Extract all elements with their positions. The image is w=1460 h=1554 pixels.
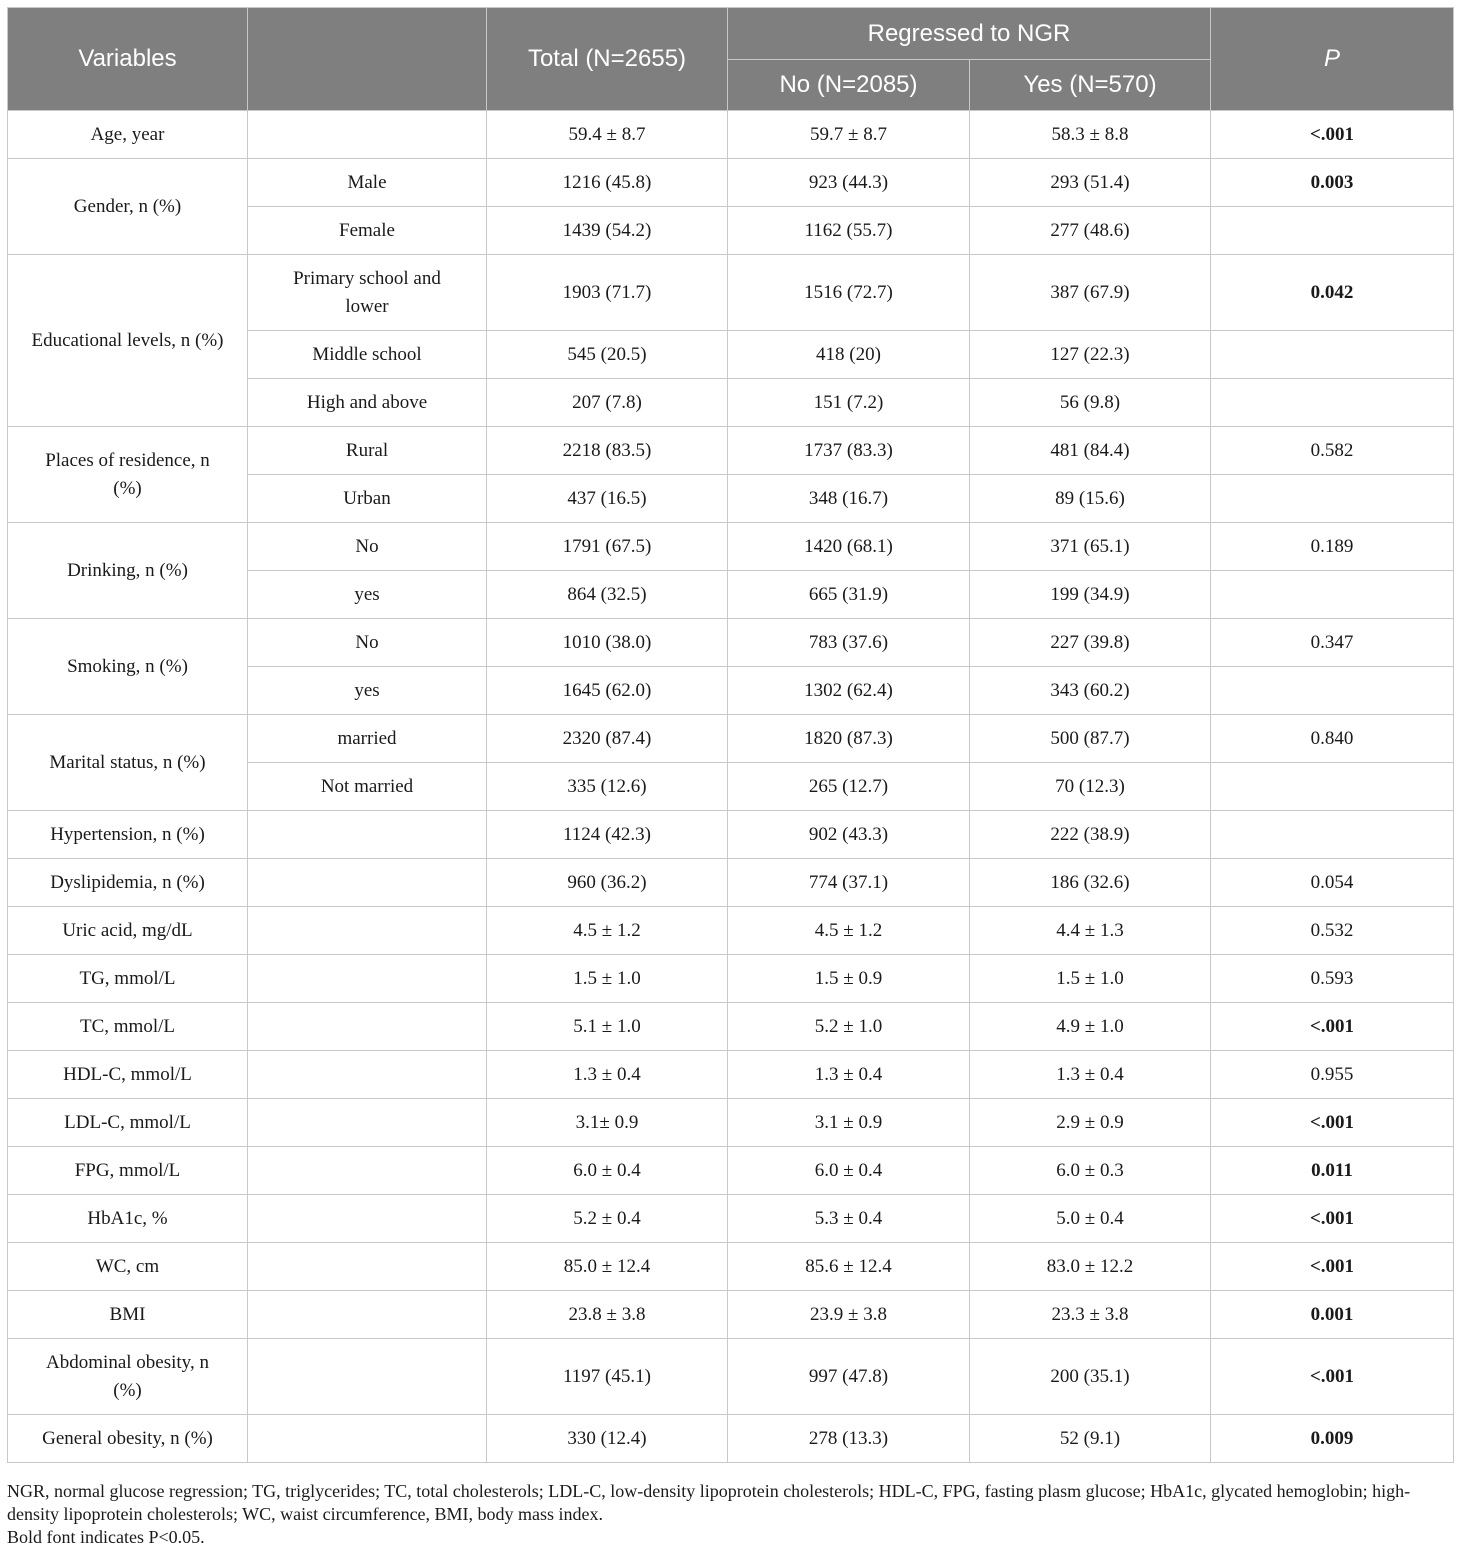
subcategory-cell — [248, 859, 487, 907]
no-cell: 783 (37.6) — [728, 619, 970, 667]
subcategory-cell — [248, 1051, 487, 1099]
yes-cell: 343 (60.2) — [970, 667, 1211, 715]
p-value-cell: <.001 — [1211, 1339, 1454, 1415]
yes-cell: 1.5 ± 1.0 — [970, 955, 1211, 1003]
table-footnote — [7, 1480, 1453, 1549]
variable-cell: HbA1c, % — [8, 1195, 248, 1243]
no-cell: 997 (47.8) — [728, 1339, 970, 1415]
p-value-cell: 0.532 — [1211, 907, 1454, 955]
p-value-cell — [1211, 763, 1454, 811]
p-value-cell: 0.955 — [1211, 1051, 1454, 1099]
table-row — [8, 1147, 1454, 1195]
abbreviations-note: NGR, normal glucose regression; TG, triglycerides; TC, total cholesterols; LDL-C, low-density lipoprotein cholesterols; HDL-C, FPG, fasting plasm glucose; HbA1c, glycated hemoglobin; high-density lipoprotein cholesterols; WC, waist circumference, BMI, body mass index. — [7, 1481, 1411, 1524]
p-value-cell: 0.011 — [1211, 1147, 1454, 1195]
p-value-cell: 0.582 — [1211, 427, 1454, 475]
yes-cell: 83.0 ± 12.2 — [970, 1243, 1211, 1291]
yes-cell: 56 (9.8) — [970, 379, 1211, 427]
p-value-cell — [1211, 475, 1454, 523]
total-cell: 960 (36.2) — [487, 859, 728, 907]
p-value-cell: <.001 — [1211, 1003, 1454, 1051]
no-cell: 151 (7.2) — [728, 379, 970, 427]
variable-cell — [8, 1339, 248, 1415]
total-cell: 1791 (67.5) — [487, 523, 728, 571]
no-cell: 1820 (87.3) — [728, 715, 970, 763]
yes-cell: 2.9 ± 0.9 — [970, 1099, 1211, 1147]
p-value-cell — [1211, 811, 1454, 859]
header-variables: Variables — [8, 8, 248, 111]
no-cell: 1.5 ± 0.9 — [728, 955, 970, 1003]
table-row — [8, 1291, 1454, 1339]
yes-cell: 371 (65.1) — [970, 523, 1211, 571]
header-subcategory — [248, 8, 487, 111]
subcategory-cell: Female — [248, 207, 487, 255]
variable-cell: Drinking, n (%) — [8, 523, 248, 619]
no-cell: 23.9 ± 3.8 — [728, 1291, 970, 1339]
p-value-cell: 0.042 — [1211, 255, 1454, 331]
subcategory-cell — [248, 111, 487, 159]
variable-cell: Smoking, n (%) — [8, 619, 248, 715]
yes-cell: 186 (32.6) — [970, 859, 1211, 907]
p-value-cell: 0.054 — [1211, 859, 1454, 907]
table-body — [8, 111, 1454, 1463]
subcategory-cell: No — [248, 619, 487, 667]
table-row — [8, 715, 1454, 763]
yes-cell: 4.4 ± 1.3 — [970, 907, 1211, 955]
variable-cell: Gender, n (%) — [8, 159, 248, 255]
no-cell: 418 (20) — [728, 331, 970, 379]
variable-cell: FPG, mmol/L — [8, 1147, 248, 1195]
variable-cell: Marital status, n (%) — [8, 715, 248, 811]
subcategory-cell — [248, 1003, 487, 1051]
variable-cell: HDL-C, mmol/L — [8, 1051, 248, 1099]
header-p: P — [1211, 8, 1454, 111]
no-cell: 265 (12.7) — [728, 763, 970, 811]
variable-cell: LDL-C, mmol/L — [8, 1099, 248, 1147]
variable-label: Abdominal obesity, n (%) — [46, 1351, 209, 1401]
no-cell: 1516 (72.7) — [728, 255, 970, 331]
subcategory-cell: Male — [248, 159, 487, 207]
yes-cell: 277 (48.6) — [970, 207, 1211, 255]
no-cell: 3.1 ± 0.9 — [728, 1099, 970, 1147]
p-value-cell: <.001 — [1211, 1243, 1454, 1291]
p-value-cell — [1211, 667, 1454, 715]
subcategory-cell — [248, 1099, 487, 1147]
no-cell: 278 (13.3) — [728, 1415, 970, 1463]
yes-cell: 500 (87.7) — [970, 715, 1211, 763]
no-cell: 665 (31.9) — [728, 571, 970, 619]
characteristics-table — [7, 7, 1454, 1463]
total-cell: 1197 (45.1) — [487, 1339, 728, 1415]
no-cell: 6.0 ± 0.4 — [728, 1147, 970, 1195]
table-row — [8, 907, 1454, 955]
total-cell: 1010 (38.0) — [487, 619, 728, 667]
table-row — [8, 1003, 1454, 1051]
variable-cell: BMI — [8, 1291, 248, 1339]
variable-cell: TC, mmol/L — [8, 1003, 248, 1051]
yes-cell: 222 (38.9) — [970, 811, 1211, 859]
variable-cell: Educational levels, n (%) — [8, 255, 248, 427]
header-regressed: Regressed to NGR — [728, 8, 1211, 60]
variable-cell — [8, 427, 248, 523]
variable-cell: Dyslipidemia, n (%) — [8, 859, 248, 907]
total-cell: 5.1 ± 1.0 — [487, 1003, 728, 1051]
p-value-cell: 0.009 — [1211, 1415, 1454, 1463]
total-cell: 335 (12.6) — [487, 763, 728, 811]
yes-cell: 199 (34.9) — [970, 571, 1211, 619]
subcategory-cell: Not married — [248, 763, 487, 811]
p-value-cell — [1211, 331, 1454, 379]
total-cell: 1903 (71.7) — [487, 255, 728, 331]
total-cell: 59.4 ± 8.7 — [487, 111, 728, 159]
yes-cell: 200 (35.1) — [970, 1339, 1211, 1415]
no-cell: 1420 (68.1) — [728, 523, 970, 571]
p-value-cell: 0.840 — [1211, 715, 1454, 763]
variable-cell: Hypertension, n (%) — [8, 811, 248, 859]
yes-cell: 23.3 ± 3.8 — [970, 1291, 1211, 1339]
total-cell: 1439 (54.2) — [487, 207, 728, 255]
header-yes: Yes (N=570) — [970, 60, 1211, 111]
subcategory-cell — [248, 1195, 487, 1243]
subcategory-cell — [248, 811, 487, 859]
subcategory-cell — [248, 1243, 487, 1291]
table-row — [8, 1195, 1454, 1243]
total-cell: 6.0 ± 0.4 — [487, 1147, 728, 1195]
subcategory-cell — [248, 1415, 487, 1463]
total-cell: 2320 (87.4) — [487, 715, 728, 763]
table-row — [8, 859, 1454, 907]
table-row — [8, 523, 1454, 571]
total-cell: 5.2 ± 0.4 — [487, 1195, 728, 1243]
total-cell: 23.8 ± 3.8 — [487, 1291, 728, 1339]
no-cell: 4.5 ± 1.2 — [728, 907, 970, 955]
table-row — [8, 427, 1454, 475]
subcategory-cell: High and above — [248, 379, 487, 427]
no-cell: 5.3 ± 0.4 — [728, 1195, 970, 1243]
subcategory-cell: married — [248, 715, 487, 763]
yes-cell: 58.3 ± 8.8 — [970, 111, 1211, 159]
total-cell: 330 (12.4) — [487, 1415, 728, 1463]
total-cell: 864 (32.5) — [487, 571, 728, 619]
no-cell: 5.2 ± 1.0 — [728, 1003, 970, 1051]
no-cell: 85.6 ± 12.4 — [728, 1243, 970, 1291]
subcategory-cell — [248, 907, 487, 955]
p-value-cell: <.001 — [1211, 1195, 1454, 1243]
no-cell: 774 (37.1) — [728, 859, 970, 907]
p-value-cell: <.001 — [1211, 1099, 1454, 1147]
yes-cell: 387 (67.9) — [970, 255, 1211, 331]
yes-cell: 1.3 ± 0.4 — [970, 1051, 1211, 1099]
yes-cell: 127 (22.3) — [970, 331, 1211, 379]
total-cell: 85.0 ± 12.4 — [487, 1243, 728, 1291]
total-cell: 1216 (45.8) — [487, 159, 728, 207]
no-cell: 59.7 ± 8.7 — [728, 111, 970, 159]
subcategory-cell — [248, 255, 487, 331]
p-value-cell: 0.593 — [1211, 955, 1454, 1003]
p-value-cell: 0.003 — [1211, 159, 1454, 207]
no-cell: 1162 (55.7) — [728, 207, 970, 255]
p-value-cell: 0.347 — [1211, 619, 1454, 667]
subcategory-cell: Urban — [248, 475, 487, 523]
table-row — [8, 111, 1454, 159]
p-value-cell: 0.001 — [1211, 1291, 1454, 1339]
variable-cell: General obesity, n (%) — [8, 1415, 248, 1463]
subcategory-cell: Rural — [248, 427, 487, 475]
p-value-cell — [1211, 571, 1454, 619]
no-cell: 348 (16.7) — [728, 475, 970, 523]
yes-cell: 227 (39.8) — [970, 619, 1211, 667]
table-row — [8, 1099, 1454, 1147]
table-row — [8, 255, 1454, 331]
p-value-cell — [1211, 207, 1454, 255]
total-cell: 1645 (62.0) — [487, 667, 728, 715]
table-row — [8, 1243, 1454, 1291]
subcategory-label: Primary school and lower — [293, 267, 441, 317]
table-row — [8, 619, 1454, 667]
table-row — [8, 811, 1454, 859]
subcategory-cell — [248, 1339, 487, 1415]
variable-label: Places of residence, n (%) — [45, 449, 210, 499]
subcategory-cell: yes — [248, 667, 487, 715]
yes-cell: 293 (51.4) — [970, 159, 1211, 207]
yes-cell: 5.0 ± 0.4 — [970, 1195, 1211, 1243]
no-cell: 1737 (83.3) — [728, 427, 970, 475]
p-value-cell: <.001 — [1211, 111, 1454, 159]
no-cell: 1302 (62.4) — [728, 667, 970, 715]
total-cell: 1.5 ± 1.0 — [487, 955, 728, 1003]
p-value-cell: 0.189 — [1211, 523, 1454, 571]
variable-cell: Uric acid, mg/dL — [8, 907, 248, 955]
yes-cell: 70 (12.3) — [970, 763, 1211, 811]
total-cell: 3.1± 0.9 — [487, 1099, 728, 1147]
total-cell: 437 (16.5) — [487, 475, 728, 523]
table-row — [8, 1051, 1454, 1099]
subcategory-cell — [248, 1291, 487, 1339]
table-header — [8, 8, 1454, 111]
header-total: Total (N=2655) — [487, 8, 728, 111]
subcategory-cell: Middle school — [248, 331, 487, 379]
total-cell: 207 (7.8) — [487, 379, 728, 427]
subcategory-cell — [248, 955, 487, 1003]
table-row — [8, 159, 1454, 207]
yes-cell: 4.9 ± 1.0 — [970, 1003, 1211, 1051]
subcategory-cell: yes — [248, 571, 487, 619]
yes-cell: 89 (15.6) — [970, 475, 1211, 523]
total-cell: 4.5 ± 1.2 — [487, 907, 728, 955]
yes-cell: 6.0 ± 0.3 — [970, 1147, 1211, 1195]
table-row — [8, 1339, 1454, 1415]
table-row — [8, 1415, 1454, 1463]
table-row — [8, 955, 1454, 1003]
variable-cell: Age, year — [8, 111, 248, 159]
no-cell: 923 (44.3) — [728, 159, 970, 207]
variable-cell: WC, cm — [8, 1243, 248, 1291]
bold-note: Bold font indicates P<0.05. — [7, 1527, 205, 1547]
total-cell: 2218 (83.5) — [487, 427, 728, 475]
yes-cell: 481 (84.4) — [970, 427, 1211, 475]
total-cell: 545 (20.5) — [487, 331, 728, 379]
variable-cell: TG, mmol/L — [8, 955, 248, 1003]
subcategory-cell — [248, 1147, 487, 1195]
total-cell: 1.3 ± 0.4 — [487, 1051, 728, 1099]
no-cell: 1.3 ± 0.4 — [728, 1051, 970, 1099]
header-no: No (N=2085) — [728, 60, 970, 111]
yes-cell: 52 (9.1) — [970, 1415, 1211, 1463]
p-value-cell — [1211, 379, 1454, 427]
no-cell: 902 (43.3) — [728, 811, 970, 859]
subcategory-cell: No — [248, 523, 487, 571]
total-cell: 1124 (42.3) — [487, 811, 728, 859]
